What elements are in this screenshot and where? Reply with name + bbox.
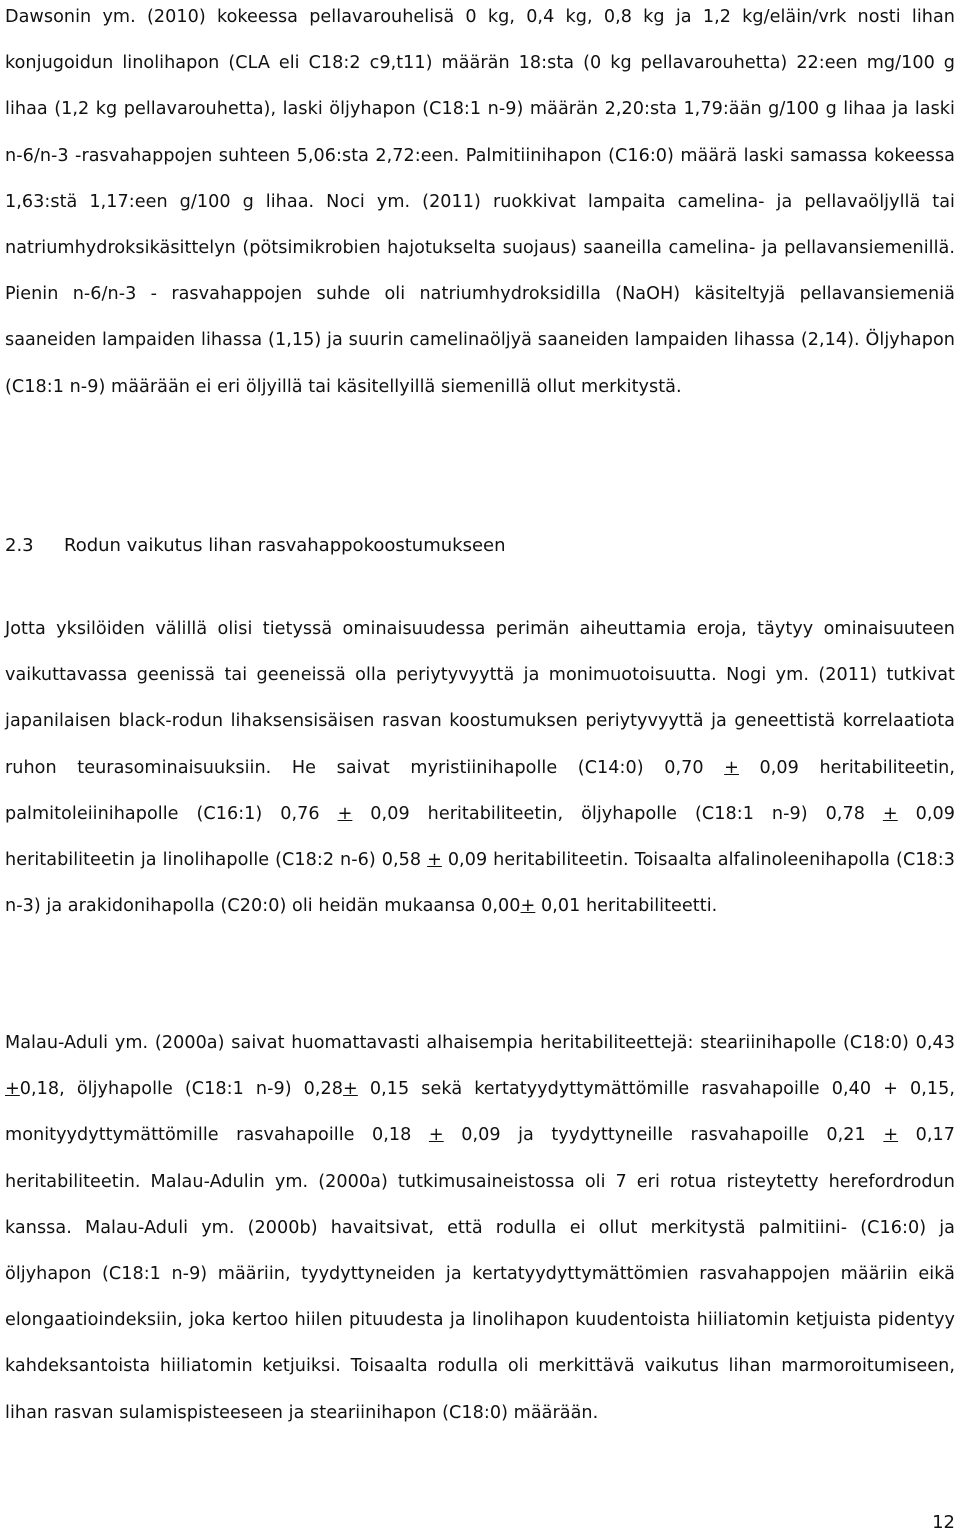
section-heading: [5, 523, 506, 569]
text-run: 0,17 heritabiliteetin. Malau-Adulin ym. (2000a) tutkimusaineistossa oli 7 eri rotua risteytetty herefordrodun kanssa. Malau-Aduli ym. (2000b) havaitsivat, että rodulla ei ollut merkitystä palmitiini- (C16:0) ja öljyhapon (C18:1 n-9) määriin, tyydyttyneiden ja kertatyydyttymättömien rasvahappojen määriin eikä elongaatioindeksiin, joka kertoo hiilen pituudesta ja linolihapon kuudentoista hiiliatomin ketjuista pidentyy kahdeksantoista hiiliatomin ketjuiksi. Toisaalta rodulla oli merkittävä vaikutus lihan marmoroitumiseen, lihan rasvan sulamispisteeseen ja steariinihapon (C18:0) määrään.: [5, 1125, 955, 1423]
section-title: Rodun vaikutus lihan rasvahappokoostumukseen: [64, 535, 506, 556]
section-number: 2.3: [5, 535, 34, 556]
plus-minus-sign: +: [883, 1125, 899, 1146]
text-run: 0,09 heritabiliteetin, palmitoleiinihapolle (C16:1) 0,76: [5, 757, 955, 824]
plus-minus-sign: +: [882, 803, 898, 824]
paragraph-dawson-noci: Dawsonin ym. (2010) kokeessa pellavarouhelisä 0 kg, 0,4 kg, 0,8 kg ja 1,2 kg/eläin/vrk nosti lihan konjugoidun linolihapon (CLA eli C18:2 c9,t11) määrän 18:sta (0 kg pellavarouhetta) 22:een mg/100 g lihaa (1,2 kg pellavarouhetta), laski öljyhapon (C18:1 n-9) määrän 2,20:sta 1,79:ään g/100 g lihaa ja laski n-6/n-3 -rasvahappojen suhteen 5,06:sta 2,72:een. Palmitiinihapon (C16:0) määrä laski samassa kokeessa 1,63:stä 1,17:een g/100 g lihaa. Noci ym. (2011) ruokkivat lampaita camelina- ja pellavaöljyllä tai natriumhydroksikäsittelyn (pötsimikrobien hajotukselta suojaus) saaneilla camelina- ja pellavansiemenillä. Pienin n-6/n-3 - rasvahappojen suhde oli natriumhydroksidilla (NaOH) käsiteltyjä pellavansiemeniä saaneiden lampaiden lihassa (1,15) ja suurin camelinaöljyä saaneiden lampaiden lihassa (2,14). Öljyhapon (C18:1 n-9) määrään ei eri öljyillä tai käsitellyillä siemenillä ollut merkitystä.: [5, 7, 955, 397]
paragraph-heritability-nogi: [5, 606, 955, 929]
text-run: Jotta yksilöiden välillä olisi tietyssä ominaisuudessa perimän aiheuttamia eroja, täytyy ominaisuuteen vaikuttavassa geenissä tai geeneissä olla periytyvyyttä ja monimuotoisuutta. Nogi ym. (2011) tutkivat japanilaisen black-rodun lihaksensisäisen rasvan koostumuksen periytyvyyttä ja geneettistä korrelaatiota ruhon teurasominaisuuksiin. He saivat myristiinihapolle (C14:0) 0,70: [5, 619, 955, 778]
document-page: [5, 0, 955, 1423]
text-run: 0,18, öljyhapolle (C18:1 n-9) 0,28: [19, 1079, 344, 1100]
text-run: 0,09 ja tyydyttyneille rasvahapoille 0,21: [443, 1125, 884, 1146]
page-number: 12: [932, 1512, 955, 1533]
paragraph-heritability-malau-aduli: [5, 1020, 955, 1436]
text-run: 0,15 sekä kertatyydyttymättömille rasvahapoille 0,40 + 0,15, monityydyttymättömille rasvahapoille 0,18: [5, 1079, 955, 1146]
text-run: 0,09 heritabiliteetin. Toisaalta alfalinoleenihapolla (C18:3 n-3) ja arakidonihapolla (C20:0) oli heidän mukaansa 0,00: [5, 850, 955, 917]
plus-minus-sign: +: [5, 1079, 20, 1100]
text-run: 0,01 heritabiliteetti.: [535, 896, 718, 917]
plus-minus-sign: +: [520, 896, 536, 917]
text-run: Malau-Aduli ym. (2000a) saivat huomattavasti alhaisempia heritabiliteettejä: steariinihapolle (C18:0) 0,43: [5, 1033, 955, 1053]
plus-minus-sign: +: [427, 850, 442, 871]
text-run: 0,09 heritabiliteetin ja linolihapolle (C18:2 n-6) 0,58: [5, 803, 955, 871]
text-run: 0,09 heritabiliteetin, öljyhapolle (C18:1 n-9) 0,78: [352, 803, 883, 824]
plus-minus-sign: +: [724, 757, 739, 778]
plus-minus-sign: +: [428, 1125, 444, 1146]
plus-minus-sign: +: [337, 803, 353, 824]
plus-minus-sign: +: [343, 1079, 358, 1100]
